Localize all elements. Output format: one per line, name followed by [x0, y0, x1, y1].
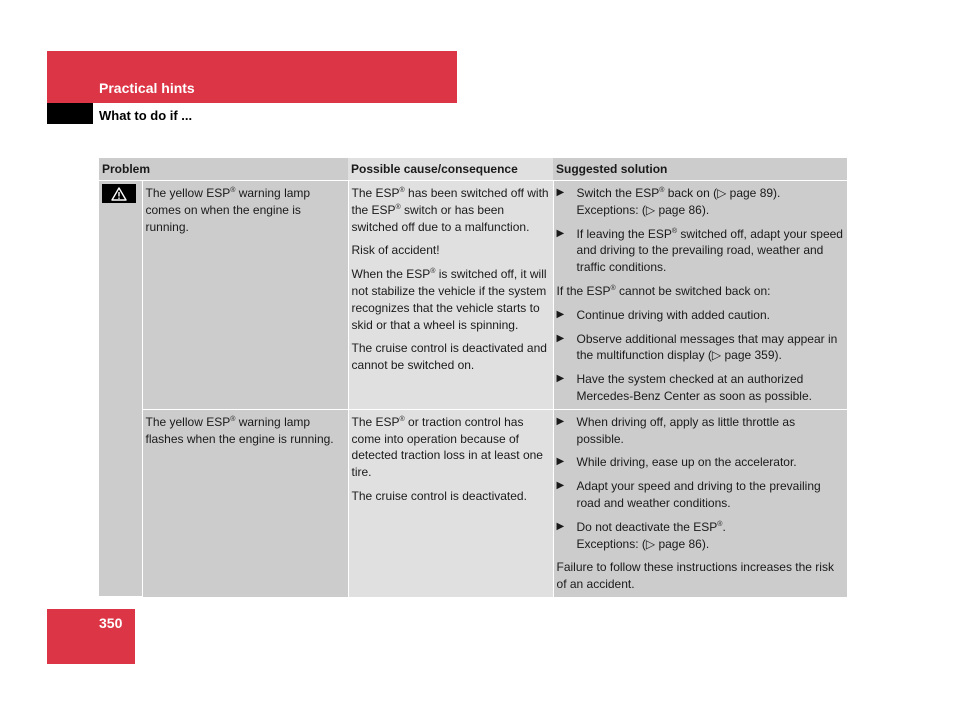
bullet-arrow-icon: ▶	[556, 332, 565, 344]
column-header-solution: Suggested solution	[553, 158, 847, 181]
solution-cell	[553, 409, 847, 597]
bullet-arrow-icon: ▶	[556, 456, 565, 468]
solution-bullet: ▶ Continue driving with added caution.	[556, 307, 770, 322]
solution-bullet: ▶ While driving, ease up on the accelerator.	[556, 455, 797, 470]
solution-bullet: ▶ If leaving the ESP® switched off, adapt your speed and driving to the prevailing road, weather and traffic conditions.	[556, 226, 843, 275]
solution-text: Failure to follow these instructions increases the risk of an accident.	[556, 560, 834, 592]
cause-cell	[348, 181, 553, 410]
solution-bullet: ▶ Switch the ESP® back on (▷ page 89). Exceptions: (▷ page 86).	[556, 186, 781, 217]
page-number: 350	[99, 615, 123, 631]
cause-text: The ESP® has been switched off with the ESP® switch or has been switched off due to a malfunction.	[351, 186, 549, 234]
bullet-arrow-icon: ▶	[556, 308, 565, 320]
table-header-row	[99, 158, 847, 181]
subsection-marker	[47, 103, 93, 124]
troubleshooting-table	[99, 158, 847, 597]
table-row	[99, 409, 847, 597]
problem-cell	[142, 181, 348, 410]
column-header-cause: Possible cause/consequence	[348, 158, 553, 181]
solution-text: If the ESP® cannot be switched back on:	[556, 283, 771, 298]
solution-bullet: ▶ When driving off, apply as little throttle as possible.	[556, 414, 796, 446]
cause-cell	[348, 409, 553, 597]
solution-bullet: ▶ Do not deactivate the ESP®. Exceptions: (▷ page 86).	[556, 519, 726, 551]
cause-text: When the ESP® is switched off, it will not stabilize the vehicle if the system recognizes that the vehicle starts to skid or that a wheel is spinning.	[351, 267, 547, 332]
problem-cell	[142, 409, 348, 597]
bullet-arrow-icon: ▶	[556, 415, 565, 427]
problem-text: The yellow ESP® warning lamp flashes when the engine is running.	[145, 414, 334, 446]
solution-bullet: ▶ Adapt your speed and driving to the prevailing road and weather conditions.	[556, 479, 821, 510]
bullet-arrow-icon: ▶	[556, 227, 565, 239]
subsection-title: What to do if ...	[99, 108, 193, 123]
section-title: Practical hints	[99, 80, 195, 96]
solution-bullet: ▶ Have the system checked at an authorized Mercedes-Benz Center as soon as possible.	[556, 372, 812, 403]
solution-cell	[553, 181, 847, 410]
bullet-arrow-icon: ▶	[556, 373, 565, 385]
cause-text: Risk of accident!	[351, 243, 440, 258]
solution-bullet: ▶ Observe additional messages that may appear in the multifunction display (▷ page 359).	[556, 331, 838, 363]
cause-text: The ESP® or traction control has come into operation because of detected traction loss in at least one tire.	[351, 414, 543, 480]
icon-cell	[99, 181, 142, 597]
problem-text: The yellow ESP® warning lamp comes on when the engine is running.	[145, 186, 311, 234]
warning-triangle-icon	[102, 184, 136, 203]
bullet-arrow-icon: ▶	[556, 480, 565, 492]
cause-text: The cruise control is deactivated and cannot be switched on.	[351, 341, 547, 373]
table-row	[99, 181, 847, 410]
bullet-arrow-icon: ▶	[556, 187, 565, 198]
bullet-arrow-icon: ▶	[556, 520, 565, 532]
cause-text: The cruise control is deactivated.	[351, 488, 527, 503]
column-header-problem: Problem	[99, 158, 348, 181]
